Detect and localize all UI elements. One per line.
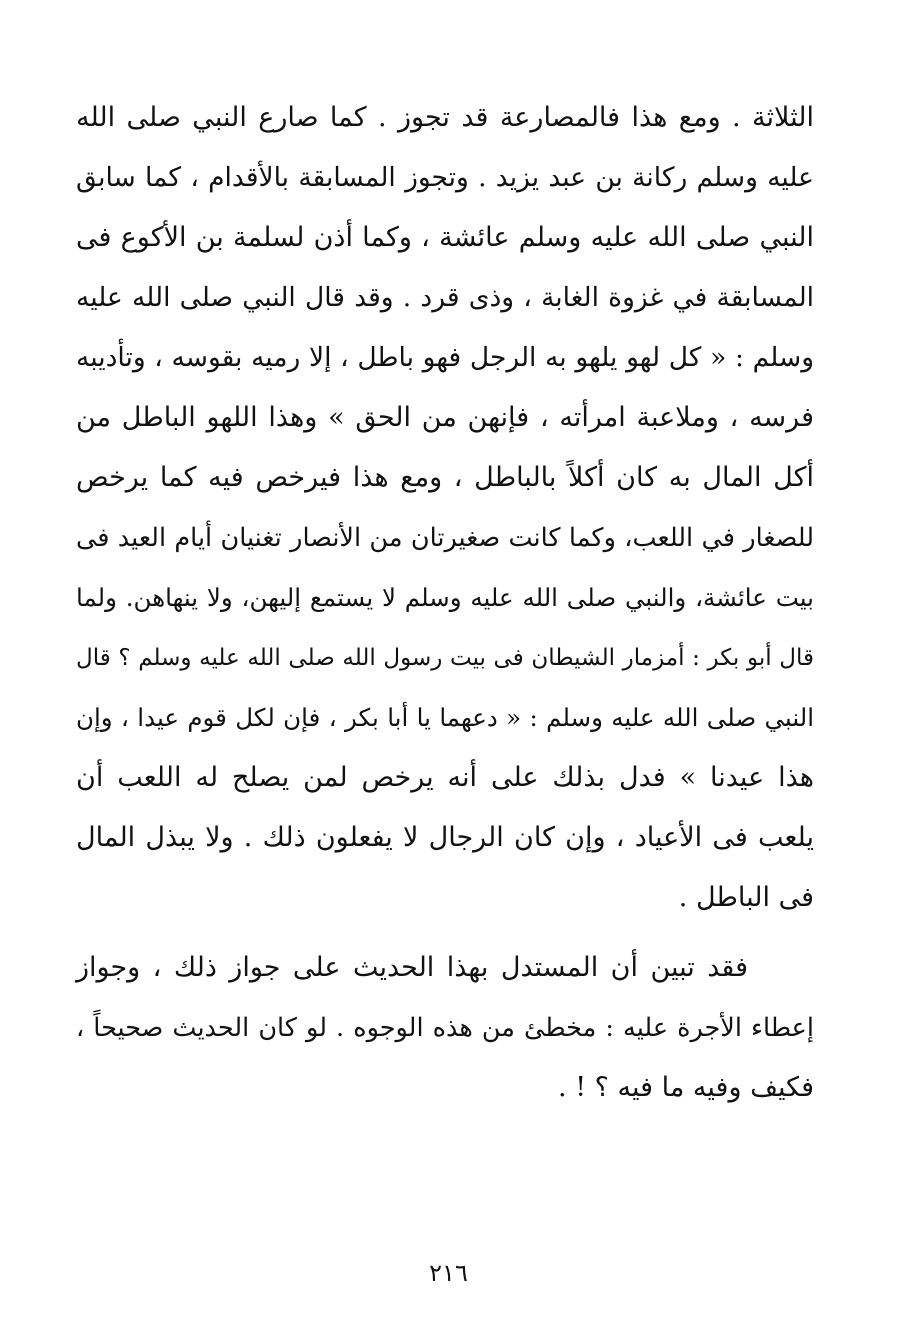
text-line: النبي صلى الله عليه وسلم : « دعهما يا أبا بكر ، فإن لكل قوم عيدا ، وإن <box>76 703 814 732</box>
text-line: يلعب فى الأعياد ، وإن كان الرجال لا يفعلون ذلك . ولا يبذل المال <box>76 822 814 853</box>
text-line: النبي صلى الله عليه وسلم عائشة ، وكما أذن لسلمة بن الأكوع فى <box>76 222 814 253</box>
text-line: المسابقة في غزوة الغابة ، وذى قرد . وقد قال النبي صلى الله عليه <box>76 282 814 313</box>
text-line: أكل المال به كان أكلاً بالباطل ، ومع هذا فيرخص فيه كما يرخص <box>76 462 814 493</box>
text-line: فرسه ، وملاعبة امرأته ، فإنهن من الحق » وهذا اللهو الباطل من <box>76 402 814 433</box>
text-line: للصغار في اللعب، وكما كانت صغيرتان من الأنصار تغنيان أيام العيد فى <box>76 523 814 553</box>
text-line: إعطاء الأجرة عليه : مخطئ من هذه الوجوه . لو كان الحديث صحيحاً ، <box>76 1013 814 1043</box>
text-line: قال أبو بكر : أمزمار الشيطان فى بيت رسول الله صلى الله عليه وسلم ؟ قال <box>76 645 814 671</box>
text-line: فقد تبين أن المستدل بهذا الحديث على جواز ذلك ، وجواز <box>76 952 748 983</box>
text-line: هذا عيدنا » فدل بذلك على أنه يرخص لمن يصلح له اللعب أن <box>76 762 814 793</box>
text-line: الثلاثة . ومع هذا فالمصارعة قد تجوز . كما صارع النبي صلى الله <box>76 102 814 133</box>
text-line: فكيف وفيه ما فيه ؟ ! . <box>558 1072 814 1103</box>
text-line: بيت عائشة، والنبي صلى الله عليه وسلم لا يستمع إليهن، ولا ينهاهن. ولما <box>76 583 814 612</box>
text-line: وسلم : « كل لهو يلهو به الرجل فهو باطل ، إلا رميه بقوسه ، وتأديبه <box>76 342 814 373</box>
text-line: عليه وسلم ركانة بن عبد يزيد . وتجوز المسابقة بالأقدام ، كما سابق <box>76 162 814 193</box>
text-line: فى الباطل . <box>678 882 814 913</box>
page-number: ٢١٦ <box>429 1259 468 1287</box>
